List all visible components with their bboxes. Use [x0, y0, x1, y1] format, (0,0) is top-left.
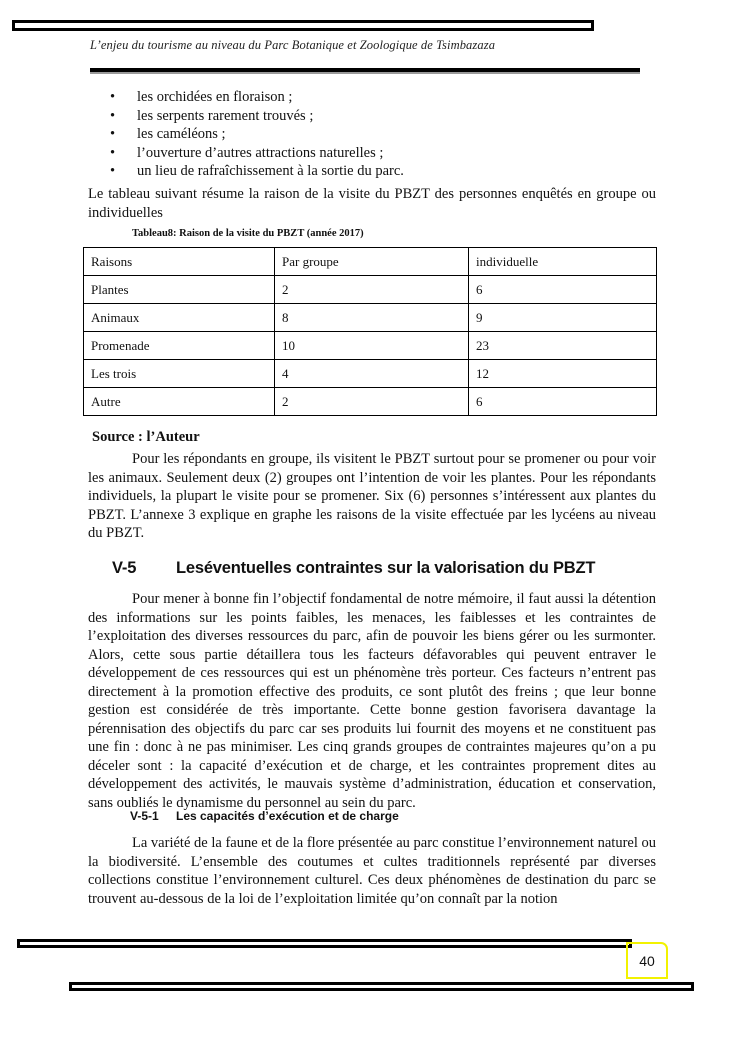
bullet-icon: • [110, 144, 116, 161]
subsection-paragraph: La variété de la faune et de la flore présentée au parc constitue l’environnement naturel ou la biodiversité. L’ensemble des coutumes et cultes traditionnels représenté par diverses collections constitue l’environnement culturel. Ces deux phénomènes de destination du parc se trouvent au-dessous de la loi de l’exploitation limitée qu’on connaît par la notion [88, 835, 656, 907]
list-item: • les caméléons ; [110, 126, 226, 142]
column-header: individuelle [469, 248, 657, 276]
bullet-icon: • [110, 126, 116, 142]
table-cell: 4 [275, 360, 469, 388]
section-title: Leséventuelles contraintes sur la valorisation du PBZT [176, 559, 596, 577]
section-number: V-5 [112, 559, 137, 577]
page-number: 40 [626, 942, 668, 979]
bullet-list [110, 88, 404, 181]
intro-paragraph: Le tableau suivant résume la raison de la visite du PBZT des personnes enquêtés en groupe ou individuelles [88, 186, 656, 221]
subsection-title: Les capacités d’exécution et de charge [176, 809, 399, 823]
table-cell: 9 [469, 304, 657, 332]
table-cell: 8 [275, 304, 469, 332]
table-caption: Tableau8: Raison de la visite du PBZT (année 2017) [132, 228, 364, 239]
visit-reasons-table [83, 247, 657, 416]
section-heading [112, 559, 595, 578]
table-cell: Plantes [84, 276, 275, 304]
header-frame-border [12, 20, 594, 31]
bullet-icon: • [110, 163, 116, 179]
table-cell: 10 [275, 332, 469, 360]
table-cell: 23 [469, 332, 657, 360]
table-source: Source : l’Auteur [92, 429, 200, 445]
table-cell: Promenade [84, 332, 275, 360]
list-item: • l’ouverture d’autres attractions naturelles ; [110, 144, 384, 161]
table-cell: Autre [84, 388, 275, 416]
column-header: Raisons [84, 248, 275, 276]
list-item: • un lieu de rafraîchissement à la sortie du parc. [110, 163, 404, 179]
footer-frame-border-lower [69, 982, 694, 991]
bullet-icon: • [110, 89, 116, 105]
header-rule [90, 68, 640, 72]
table-cell: 12 [469, 360, 657, 388]
table-cell: Les trois [84, 360, 275, 388]
analysis-paragraph: Pour les répondants en groupe, ils visitent le PBZT surtout pour se promener ou pour voir les animaux. Seulement deux (2) groupes ont l’intention de voir les plantes. Pour les répondants individuels, la plupart le visite pour se promener. Six (6) personnes s’intéressent aux plantes du PBZT. L’annexe 3 explique en graphe les raisons de la visite effectuée par les lycéens au niveau du PBZT. [88, 451, 656, 541]
table-row [84, 304, 657, 332]
table-cell: 2 [275, 276, 469, 304]
table-cell: 6 [469, 388, 657, 416]
section-paragraph: Pour mener à bonne fin l’objectif fondamental de notre mémoire, il faut aussi la détention des informations sur les points faibles, les menaces, les faiblesses et les contraintes de l’exploitation des diverses ressources du parc, afin de pouvoir les biens gérer ou les surmonter. Alors, cette sous partie détaillera tous les facteurs défavorables qui peuvent entraver le développement de ces ressources qui est un phénomène très porteur. Ces facteurs n’entrent pas directement à la promotion effective des produits, ce sont plutôt des freins ; que leur bonne gestion est considérée de très importante. Cette bonne gestion favorisera davantage la pérennisation des objectifs du parc car ses produits lui fournit des moyens et ne constituent pas une fin : donc à ne pas minimiser. Les cinq grands groupes de contraintes majeures qu’on a pu déceler sont : la capacité d’exécution et de charge, et les contraintes proprement dites au développement des activités, le mauvais système d’administration, éducation et conservation, sans oubliés le dynamisme du personnel au sein du parc. [88, 591, 656, 811]
table-cell: 6 [469, 276, 657, 304]
footer-frame-border [17, 939, 632, 948]
subsection-heading [130, 809, 399, 823]
table-header-row [84, 248, 657, 276]
bullet-icon: • [110, 107, 116, 124]
table-row [84, 388, 657, 416]
column-header: Par groupe [275, 248, 469, 276]
table-cell: 2 [275, 388, 469, 416]
list-item: • les serpents rarement trouvés ; [110, 107, 314, 124]
table-row [84, 276, 657, 304]
subsection-number: V-5-1 [130, 809, 159, 823]
list-item: • les orchidées en floraison ; [110, 89, 293, 105]
table-row [84, 360, 657, 388]
table-row [84, 332, 657, 360]
running-header-title: L’enjeu du tourisme au niveau du Parc Botanique et Zoologique de Tsimbazaza [90, 38, 496, 52]
table-cell: Animaux [84, 304, 275, 332]
